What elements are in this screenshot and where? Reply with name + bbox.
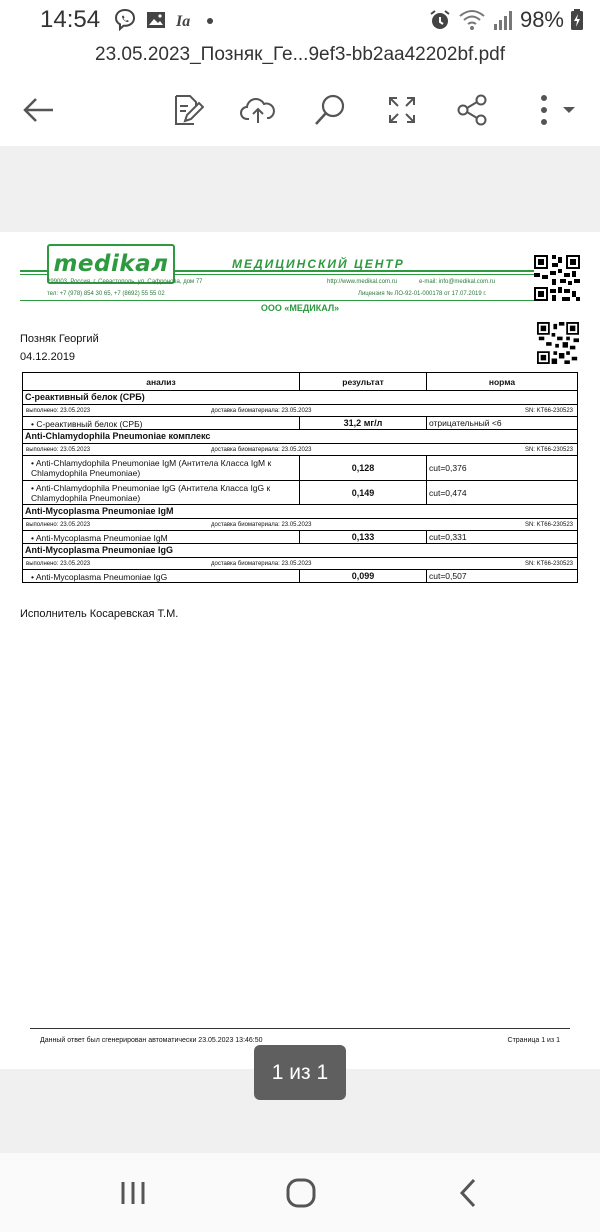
group-title: Anti-Chlamydophila Pneumoniae комплекс: [23, 430, 577, 444]
patient-name: Позняк Георгий: [20, 333, 99, 345]
home-icon: [285, 1177, 317, 1209]
group-title: Anti-Mycoplasma Pneumoniae IgM: [23, 505, 577, 519]
table-row: [23, 531, 577, 543]
file-title-bar: [0, 40, 600, 70]
header-analysis: анализ: [23, 373, 300, 390]
test-group: [23, 430, 577, 505]
serial-number: SN: KT66-230523: [524, 446, 573, 453]
fullscreen-button[interactable]: [382, 90, 422, 130]
status-time: 14:54: [40, 6, 101, 33]
test-name: • Anti-Chlamydophila Pneumoniae IgG (Антитела Класса IgG к Chlamydophila Pneumoniae): [23, 481, 300, 504]
group-meta: [23, 444, 577, 456]
cloud-upload-icon: [239, 95, 277, 125]
done-date: выполнено: 23.05.2023: [26, 560, 91, 567]
recent-apps-icon: [118, 1179, 148, 1207]
performer-name: Исполнитель Косаревская Т.М.: [20, 608, 179, 620]
recent-apps-button[interactable]: [111, 1173, 155, 1213]
page-indicator: 1 из 1: [254, 1045, 346, 1100]
file-title: 23.05.2023_Позняк_Ге...9ef3-bb2aa42202bf.pdf: [95, 44, 505, 65]
clinic-website: http://www.medikal.com.ru: [327, 279, 398, 285]
battery-charging-icon: [570, 8, 584, 32]
done-date: выполнено: 23.05.2023: [26, 446, 91, 453]
notification-icons: [113, 6, 217, 34]
test-result: 0,099: [300, 570, 427, 582]
delivery-date: доставка биоматериала: 23.05.2023: [211, 521, 312, 528]
back-chevron-icon: [456, 1177, 480, 1209]
viber-icon: [113, 8, 137, 32]
results-table: [22, 372, 578, 583]
header-rule-bottom: [20, 300, 580, 301]
done-date: выполнено: 23.05.2023: [26, 521, 91, 528]
table-header: [23, 373, 577, 391]
viewer-background-top: [0, 146, 600, 232]
edit-document-icon: [172, 93, 204, 127]
signal-icon: [492, 8, 514, 32]
patient-birthdate: 04.12.2019: [20, 351, 76, 363]
group-title: С-реактивный белок (СРБ): [23, 391, 577, 405]
test-norm: cut=0,376: [429, 463, 467, 473]
organization-name: ООО «МЕДИКАЛ»: [260, 303, 340, 313]
header-result: результат: [300, 373, 427, 390]
table-row: [23, 480, 577, 504]
test-result: 31,2 мг/л: [300, 417, 427, 429]
table-row: [23, 456, 577, 480]
search-button[interactable]: [310, 90, 350, 130]
delivery-date: доставка биоматериала: 23.05.2023: [211, 560, 312, 567]
clinic-address: 299003, Россия, г. Севастополь, ул. Сафронова, дом 77: [47, 279, 203, 285]
test-result: 0,133: [300, 531, 427, 543]
home-button[interactable]: [279, 1173, 323, 1213]
test-name: • Anti-Mycoplasma Pneumoniae IgG: [23, 570, 300, 582]
navigation-bar: [0, 1153, 600, 1232]
share-button[interactable]: [452, 90, 492, 130]
test-result: 0,149: [300, 481, 427, 504]
footer-rule: [30, 1028, 570, 1029]
serial-number: SN: KT66-230523: [524, 407, 573, 414]
test-name: • Anti-Chlamydophila Pneumoniae IgM (Антитела Класса IgM к Chlamydophila Pneumoniae): [23, 456, 300, 480]
status-bar: [0, 0, 600, 40]
footer-generated: Данный ответ был сгенерирован автоматически 23.05.2023 13:46:50: [40, 1037, 263, 1044]
test-name: • С-реактивный белок (СРБ): [23, 417, 300, 429]
clinic-email: e-mail: info@medikal.com.ru: [419, 279, 496, 285]
test-group: [23, 544, 577, 582]
alarm-icon: [428, 8, 452, 32]
more-options-button[interactable]: [526, 90, 582, 130]
test-norm: отрицательный <6: [429, 418, 502, 428]
test-result: 0,128: [300, 456, 427, 480]
pdf-page[interactable]: [0, 232, 600, 1069]
group-title: Anti-Mycoplasma Pneumoniae IgG: [23, 544, 577, 558]
upload-button[interactable]: [238, 90, 278, 130]
group-meta: [23, 558, 577, 570]
more-options-icon: [527, 93, 581, 127]
medikal-logo: [47, 244, 175, 284]
group-meta: [23, 519, 577, 531]
done-date: выполнено: 23.05.2023: [26, 407, 91, 414]
delivery-date: доставка биоматериала: 23.05.2023: [211, 446, 312, 453]
system-icons: [428, 6, 584, 34]
test-norm: cut=0,507: [429, 571, 467, 581]
fullscreen-icon: [386, 94, 418, 126]
qr-code-icon: [537, 322, 579, 364]
group-meta: [23, 405, 577, 417]
table-row: [23, 417, 577, 429]
wifi-icon: [458, 8, 486, 32]
share-icon: [455, 93, 489, 127]
svg-text:Ia: Ia: [176, 13, 191, 30]
back-arrow-icon: [21, 96, 55, 124]
clinic-phones: тел: +7 (978) 854 30 65, +7 (8692) 55 55 02: [47, 291, 165, 297]
logo-text: medikaл: [53, 251, 169, 277]
test-name: • Anti-Mycoplasma Pneumoniae IgM: [23, 531, 300, 543]
back-button[interactable]: [18, 90, 58, 130]
back-nav-button[interactable]: [446, 1173, 490, 1213]
serial-number: SN: KT66-230523: [524, 521, 573, 528]
footer-page-number: Страница 1 из 1: [507, 1037, 560, 1044]
clinic-license: Лицензия № ЛО-92-01-000178 от 17.07.2019 г.: [358, 291, 487, 297]
serial-number: SN: KT66-230523: [524, 560, 573, 567]
gallery-icon: [145, 9, 167, 31]
ia-icon: [175, 9, 195, 31]
test-group: [23, 505, 577, 544]
qr-code-icon: [534, 255, 580, 301]
battery-percent: 98%: [519, 7, 564, 32]
dot-icon: [203, 9, 217, 31]
header-norm: норма: [488, 376, 516, 387]
test-group: [23, 391, 577, 430]
test-norm: cut=0,474: [429, 487, 467, 498]
search-icon: [313, 93, 347, 127]
toolbar: [0, 70, 600, 146]
center-name: МЕДИЦИНСКИЙ ЦЕНТР: [232, 257, 405, 271]
test-norm: cut=0,331: [429, 532, 467, 542]
edit-button[interactable]: [168, 90, 208, 130]
delivery-date: доставка биоматериала: 23.05.2023: [211, 407, 312, 414]
table-row: [23, 570, 577, 582]
